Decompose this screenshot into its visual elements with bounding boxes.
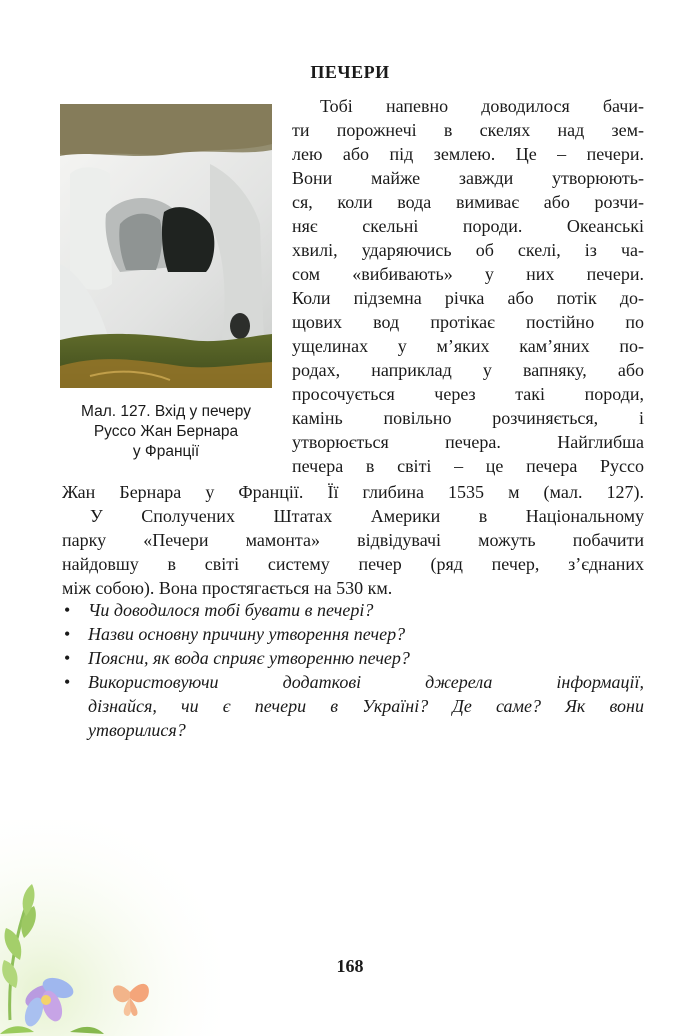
text-line: родах, наприклад у вапняку, або [292,360,644,380]
question-item [64,646,644,670]
text-line: найдовшу в світі систему печер (ряд печер, з’єднаних [62,554,644,574]
text-line: ти порожнечі в скелях над зем- [292,120,644,140]
text-line: Коли підземна річка або потік до- [292,288,644,308]
caption-line: Мал. 127. Вхід у печеру [81,403,251,420]
question-item [64,670,644,742]
bullet-icon: • [64,672,71,692]
text-line: няє скельні породи. Океанські [292,216,644,236]
bullet-icon: • [64,648,71,668]
text-line: ущелинах у м’яких кам’яних по- [292,336,644,356]
question-text: Використовуючи додаткові джерела інформації, [88,672,644,692]
figure-caption [50,402,282,462]
question-text: Назви основну причину утворення печер? [88,624,406,644]
text-line: між собою). Вона простягається на 530 км. [62,578,393,598]
floral-decoration [0,820,220,1036]
bullet-icon: • [64,624,71,644]
cave-photo-illustration [60,104,272,388]
text-line: камінь повільно розчиняється, і [292,408,644,428]
text-line: ся, коли вода вимиває або розчи- [292,192,644,212]
text-line: парку «Печери мамонта» відвідувачі можуть побачити [62,530,644,550]
question-item [64,622,644,646]
caption-line: Руссо Жан Бернара [93,423,239,440]
text-line: печера в світі – це печера Руссо [292,456,644,476]
text-line: утворюється печера. Найглибша [292,432,644,452]
cave-entrance-photo [60,104,272,388]
text-line: Жан Бернара у Франції. Її глибина 1535 м (мал. 127). [62,482,644,502]
question-list [64,598,644,742]
text-line: Тобі напевно доводилося бачи- [320,96,644,116]
text-line: Вони майже завжди утворюють- [292,168,644,188]
intro-paragraph [292,94,644,478]
question-text: Чи доводилося тобі бувати в печері? [88,600,374,620]
main-paragraph [62,480,644,600]
caption-line: у Франції [132,443,200,460]
bullet-icon: • [64,600,71,620]
text-line: лею або під землею. Це – печери. [292,144,644,164]
question-text: Поясни, як вода сприяє утворенню печер? [88,648,410,668]
question-text: дізнайся, чи є печери в Україні? Де саме? Як вони [88,696,644,716]
section-title: ПЕЧЕРИ [310,62,390,82]
text-line: сом «вибивають» у них печери. [292,264,644,284]
question-item [64,598,644,622]
text-line: хвилі, ударяючись об скелі, із ча- [292,240,644,260]
text-line: просочується через такі породи, [292,384,644,404]
text-line: щових вод протікає постійно по [292,312,644,332]
page-number: 168 [336,956,364,976]
text-line: У Сполучених Штатах Америки в Національному [90,506,644,526]
question-text: утворилися? [88,720,186,740]
